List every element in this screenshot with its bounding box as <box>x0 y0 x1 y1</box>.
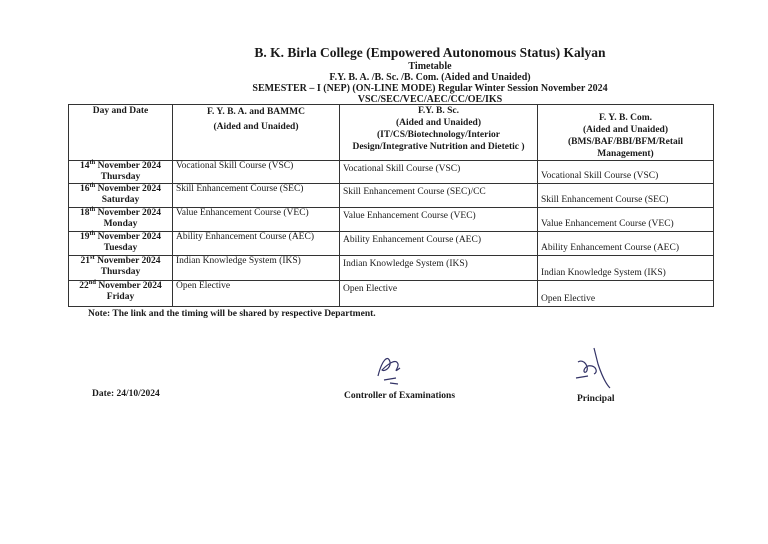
header-bsc <box>340 105 538 161</box>
course-bsc: Vocational Skill Course (VSC) <box>340 161 538 184</box>
row-date-line <box>72 253 169 267</box>
header-bsc-line1: F.Y. B. Sc. <box>417 106 459 116</box>
course-bsc: Open Elective <box>340 281 538 307</box>
header-ba-line1: F. Y. B. A. and BAMMC <box>207 107 305 117</box>
date-day-number: 14 <box>79 161 90 171</box>
table-row <box>69 256 714 281</box>
controller-signature-icon <box>370 350 410 388</box>
course-ba: Open Elective <box>173 281 340 307</box>
row-weekday: Tuesday <box>103 243 138 253</box>
date-month-year: November 2024 <box>95 184 162 194</box>
table-row <box>69 208 714 232</box>
date-ordinal-suffix: th <box>89 158 96 166</box>
header-bcom-line4: Management) <box>597 149 654 159</box>
course-ba: Indian Knowledge System (IKS) <box>173 256 340 281</box>
course-bsc: Skill Enhancement Course (SEC)/CC <box>340 184 538 208</box>
table-header-row <box>69 105 714 161</box>
date-month-year: November 2024 <box>94 256 161 266</box>
row-date-line <box>72 278 169 292</box>
row-weekday: Saturday <box>101 195 140 205</box>
principal: Principal <box>577 394 615 404</box>
date-day-number: 19 <box>79 232 90 242</box>
course-bcom: Ability Enhancement Course (AEC) <box>538 232 714 256</box>
document-type: Timetable <box>408 61 452 72</box>
row-date-line <box>72 229 169 243</box>
table-row <box>69 281 714 307</box>
course-bcom: Vocational Skill Course (VSC) <box>538 161 714 184</box>
row-date <box>69 229 173 256</box>
header-ba <box>173 105 340 161</box>
date-day-number: 21 <box>80 256 90 266</box>
row-date <box>69 205 173 232</box>
row-date <box>69 158 173 184</box>
date-month-year: November 2024 <box>95 281 162 291</box>
course-bcom: Skill Enhancement Course (SEC) <box>538 184 714 208</box>
timetable <box>68 104 714 307</box>
course-ba: Value Enhancement Course (VEC) <box>173 208 340 232</box>
course-bsc: Value Enhancement Course (VEC) <box>340 208 538 232</box>
principal-signature-icon <box>568 342 618 394</box>
table-row <box>69 184 714 208</box>
course-bsc: Indian Knowledge System (IKS) <box>340 256 538 281</box>
header-ba-line2: (Aided and Unaided) <box>213 122 299 132</box>
course-ba: Skill Enhancement Course (SEC) <box>173 184 340 208</box>
courses-line: VSC/SEC/VEC/AEC/CC/OE/IKS <box>357 94 503 105</box>
date-day-number: 18 <box>79 208 90 218</box>
controller-of-examinations: Controller of Examinations <box>344 391 456 401</box>
date-day-number: 22 <box>79 281 89 291</box>
semester-line: SEMESTER – I (NEP) (ON-LINE MODE) Regular Winter Session November 2024 <box>252 83 608 94</box>
header-bsc-line3: (IT/CS/Biotechnology/Interior <box>377 130 500 140</box>
row-date-line <box>72 181 169 195</box>
row-date-line <box>72 158 169 172</box>
date-ordinal-suffix: nd <box>88 278 96 286</box>
date-ordinal-suffix: th <box>89 229 96 237</box>
header-bcom-line1: F. Y. B. Com. <box>598 113 653 123</box>
date-month-year: November 2024 <box>95 208 162 218</box>
course-bcom: Value Enhancement Course (VEC) <box>538 208 714 232</box>
header-bcom-line2: (Aided and Unaided) <box>583 125 668 135</box>
header-bsc-line2: (Aided and Unaided) <box>396 118 481 128</box>
row-date <box>69 181 173 208</box>
row-date-line <box>72 205 169 219</box>
date-ordinal-suffix: th <box>89 181 96 189</box>
header-bcom <box>538 105 714 161</box>
college-name: B. K. Birla College (Empowered Autonomous Status) Kalyan <box>254 45 606 60</box>
header-bsc-line4: Design/Integrative Nutrition and Dietetic ) <box>352 142 525 152</box>
row-weekday: Thursday <box>100 267 141 277</box>
date-day-number: 16 <box>79 184 90 194</box>
course-ba: Vocational Skill Course (VSC) <box>173 161 340 184</box>
row-weekday: Monday <box>103 219 138 229</box>
note: Note: The link and the timing will be shared by respective Department. <box>88 309 376 319</box>
course-ba: Ability Enhancement Course (AEC) <box>173 232 340 256</box>
date-month-year: November 2024 <box>95 232 162 242</box>
row-weekday: Friday <box>106 292 135 302</box>
table-row <box>69 232 714 256</box>
table-row <box>69 161 714 184</box>
header-bcom-line3: (BMS/BAF/BBI/BFM/Retail <box>567 137 684 147</box>
classes-line: F.Y. B. A. /B. Sc. /B. Com. (Aided and Unaided) <box>329 72 531 83</box>
course-bsc: Ability Enhancement Course (AEC) <box>340 232 538 256</box>
row-date <box>69 278 173 307</box>
row-weekday: Thursday <box>100 172 141 182</box>
issue-date: Date: 24/10/2024 <box>92 389 160 399</box>
row-date <box>69 253 173 281</box>
date-ordinal-suffix: st <box>90 253 95 261</box>
course-bcom: Open Elective <box>538 281 714 307</box>
date-month-year: November 2024 <box>95 161 162 171</box>
header-day-date: Day and Date <box>69 105 173 161</box>
date-ordinal-suffix: th <box>89 205 96 213</box>
course-bcom: Indian Knowledge System (IKS) <box>538 256 714 281</box>
